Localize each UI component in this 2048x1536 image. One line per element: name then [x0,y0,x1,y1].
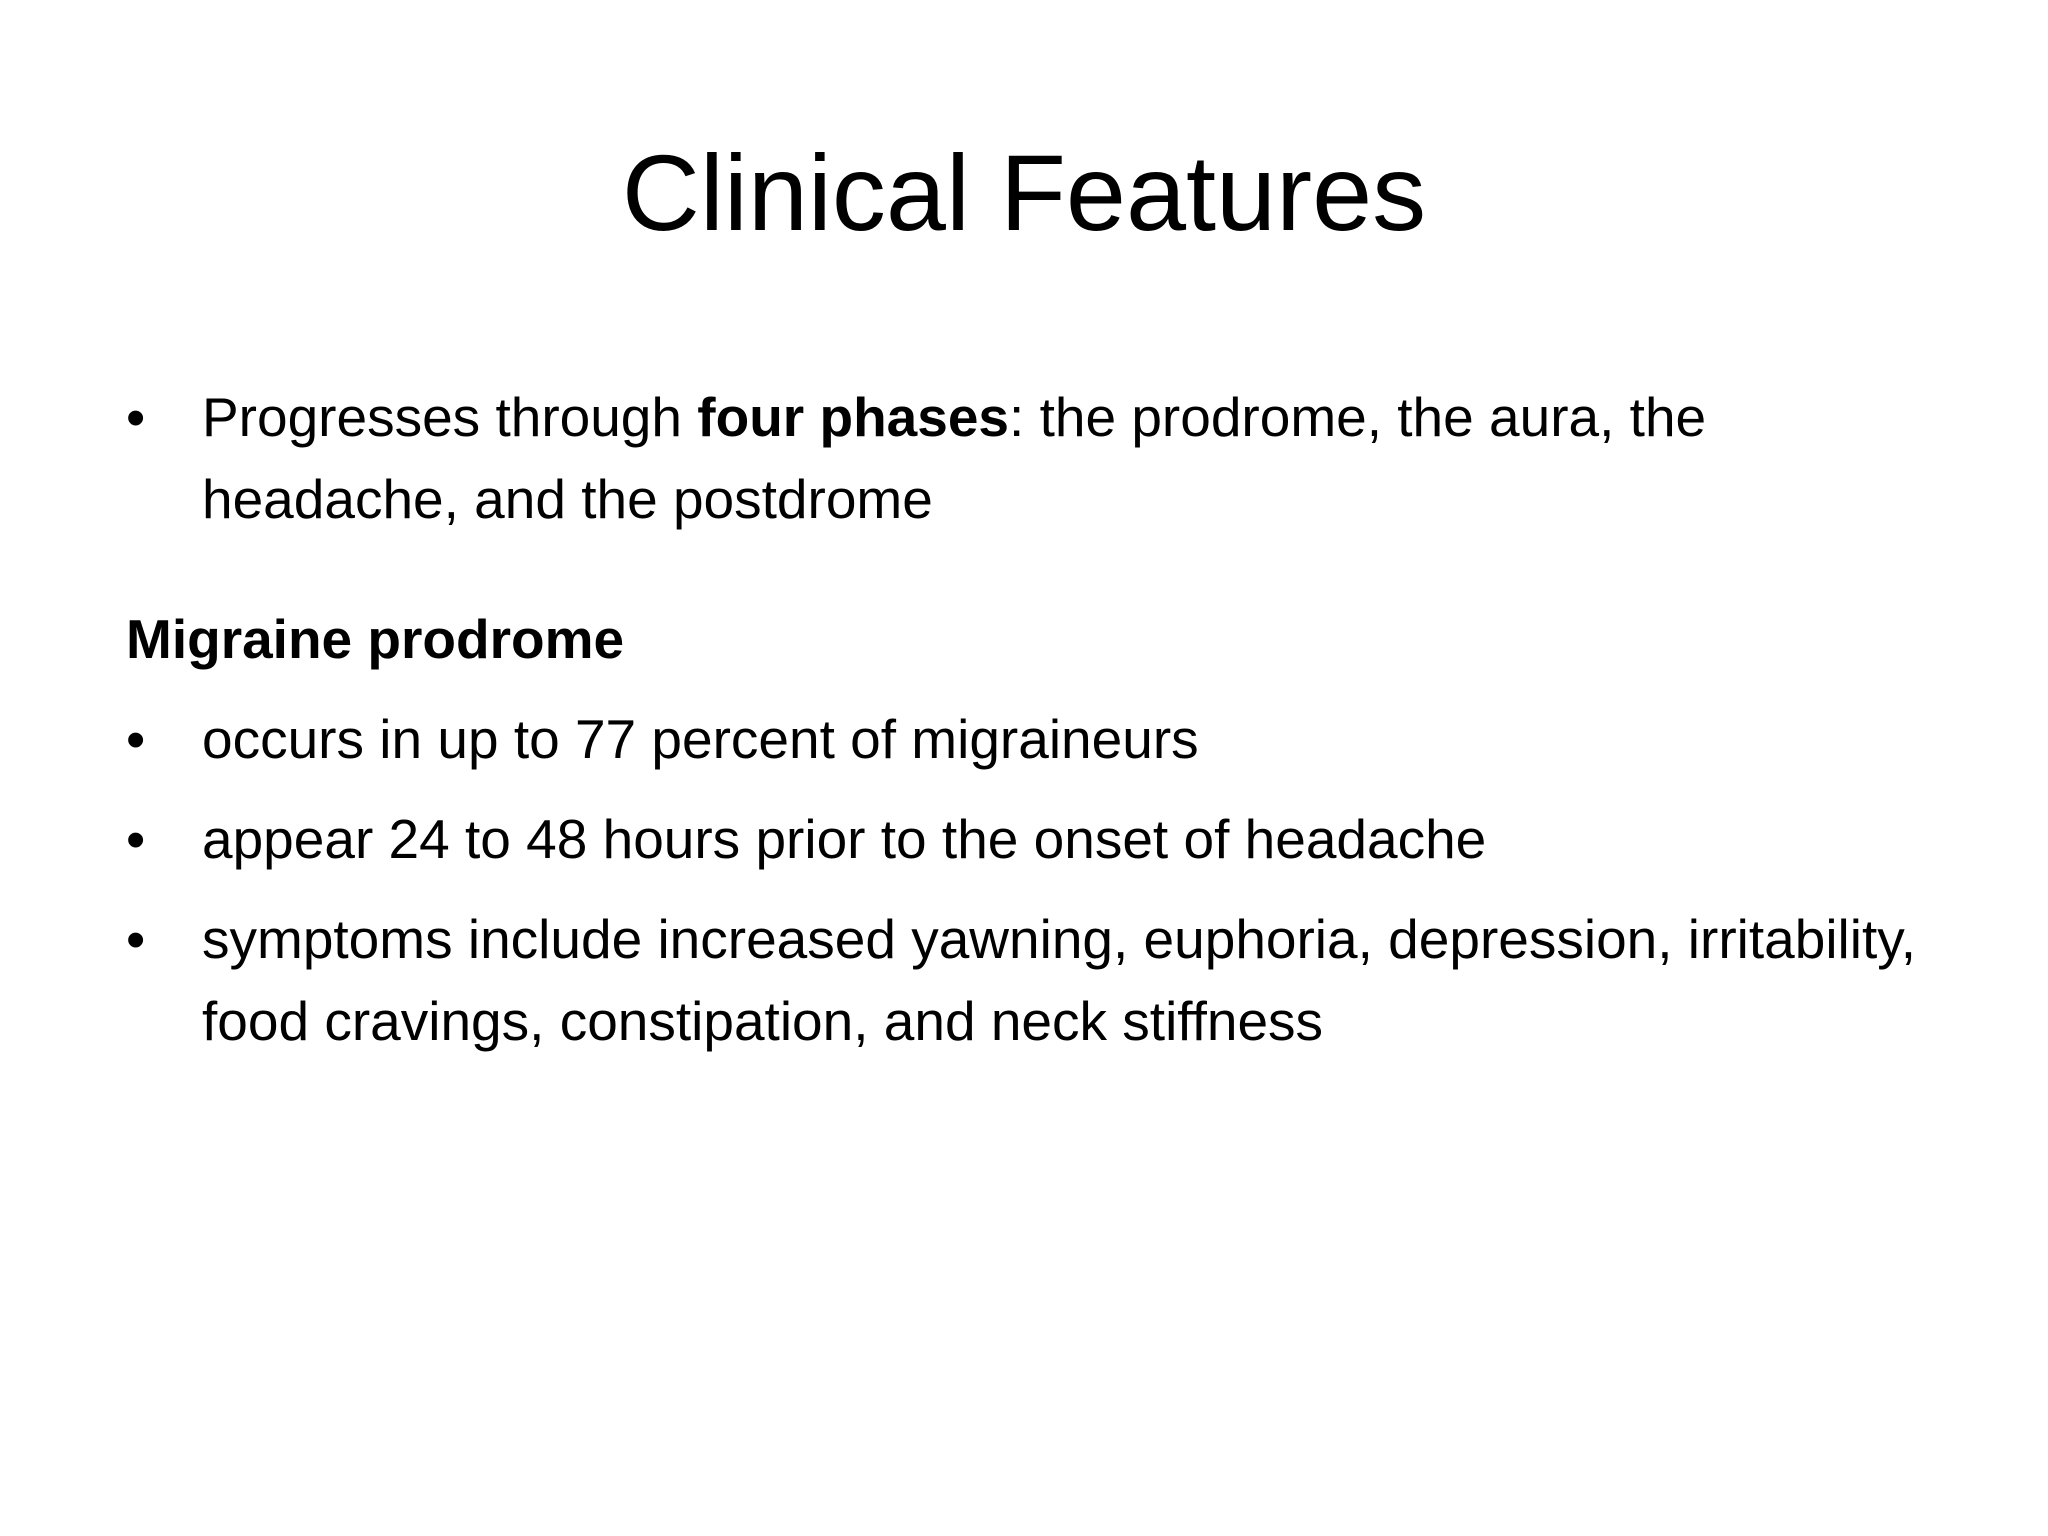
list-item-text: appear 24 to 48 hours prior to the onset of headache [202,808,1487,870]
bullet-icon: • [126,908,146,970]
list-item-text: occurs in up to 77 percent of migraineurs [202,708,1199,770]
intro-text-after: : the prodrome, the aura, the headache, and the postdrome [202,386,1707,530]
slide-body [126,376,1926,1062]
spacer [126,540,1926,598]
spacer [126,780,1926,798]
bullet-icon: • [126,386,146,448]
intro-bullet [126,376,1926,540]
list-item [126,798,1926,880]
list-item [126,698,1926,780]
list-item [126,898,1926,1062]
intro-text-bold: four phases [697,386,1010,448]
bullet-icon: • [126,808,146,870]
slide-title: Clinical Features [621,132,1427,253]
intro-text-before: Progresses through [202,386,698,448]
bullet-icon: • [126,708,146,770]
list-item-text: symptoms include increased yawning, euphoria, depression, irritability, food cravings, constipation, and neck stiffness [202,908,1916,1052]
spacer [126,880,1926,898]
section-heading: Migraine prodrome [126,608,625,670]
